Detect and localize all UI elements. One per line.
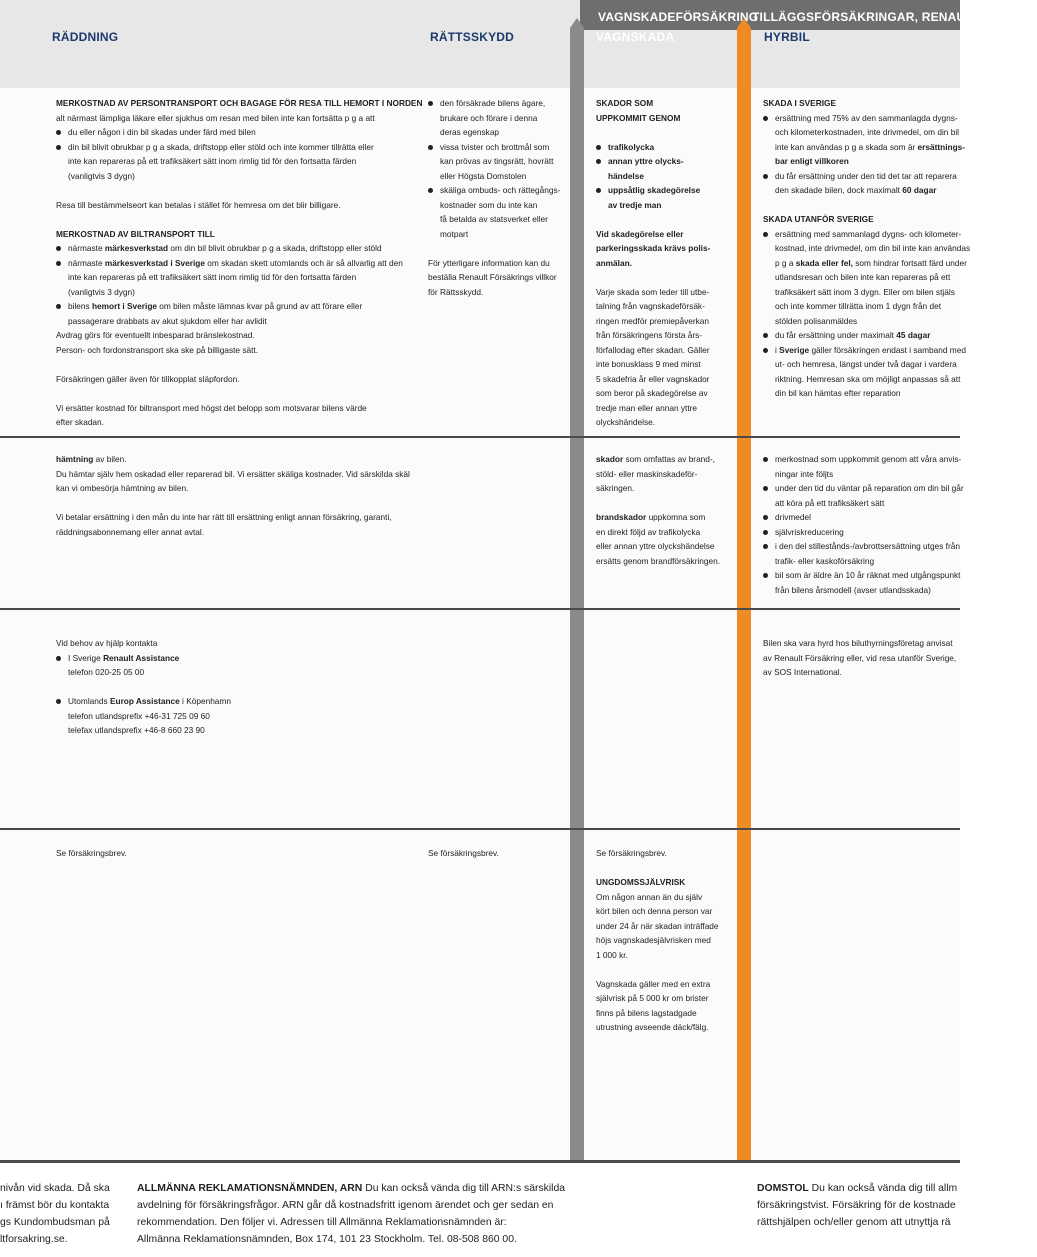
text-line: Avdrag görs för eventuellt inbesparad bränslekostnad.	[56, 330, 255, 340]
bottom-left-text	[0, 1180, 110, 1248]
text-line: och inte kommer tillrätta inom 1 dygn från det	[775, 301, 942, 311]
bullet-item: självriskreducering	[763, 525, 964, 540]
text-line: riktning. Hemresan ska om möjligt anpassas så att	[775, 373, 961, 384]
bullet-item: bilens hemort i Sverige om bilen måste lämnas kvar på grund av att förare eller	[56, 299, 422, 314]
text-line: Du hämtar själv hem oskadad eller reparerad bil. Vi ersätter skäliga kostnader. Vid särskilda skäl	[56, 468, 410, 479]
bullet-item: annan yttre olycks-	[596, 154, 710, 169]
header-rattsskydd: RÄTTSSKYDD	[430, 30, 515, 44]
text-line: 1 000 kr.	[596, 949, 628, 960]
text-line: höjs vagnskadesjälvrisken med	[596, 935, 711, 945]
text-line: utlandsresan och bilen inte kan repareras på ett	[775, 272, 951, 282]
text-line: inte kan repareras på ett trafiksäkert sätt inom rimlig tid för den fortsatta färden	[68, 272, 357, 282]
text-line: under 24 år när skadan inträffade	[596, 920, 719, 931]
text-line: av tredje man	[608, 199, 662, 210]
bullet-item: du får ersättning under den tid det tar att reparera	[763, 169, 970, 184]
text-line: eller annan yttre olyckshändelse	[596, 541, 715, 551]
text-line: kostnad, inte drivmedel, om din bil inte kan användas	[775, 243, 971, 253]
text-line: din bil kan hämtas efter reparation	[775, 388, 901, 398]
text-line: nivån vid skada. Då ska	[0, 1183, 110, 1194]
gray-arrow-icon	[570, 18, 584, 28]
text-line: ı främst bör du kontakta	[0, 1200, 110, 1211]
text-line: avdelning för försäkringsfrågor. ARN går då kostnadsfritt igenom ärendet och ger sedan en	[137, 1200, 554, 1211]
text-line: brukare och förare i denna	[440, 112, 538, 123]
text-line: för Rättsskydd.	[428, 286, 484, 297]
text-line: och kilometerkostnaden, inte drivmedel, om din bil	[775, 127, 960, 137]
row-separator-4	[0, 1160, 960, 1163]
vagnskada-row4	[596, 846, 719, 1035]
text-line: av Renault Försäkring eller, vid resa utanför Sverige,	[763, 652, 957, 663]
bullet-item: skäliga ombuds- och rättegångs-	[428, 183, 560, 198]
row-separator-2	[0, 608, 960, 610]
text-line: stöld- eller maskinskadeför-	[596, 468, 698, 479]
header-vagnskada: VAGNSKADA	[596, 30, 675, 44]
text-line: ningar inte följts	[775, 468, 834, 479]
text-line: en direkt följd av trafikolycka	[596, 526, 701, 537]
text-line: passagerare drabbats av akut sjukdom eller har avlidit	[68, 315, 267, 326]
heading-ungdomssjalvrisk: UNGDOMSSJÄLVRISK	[596, 877, 686, 887]
hyrbil-row3	[763, 636, 956, 680]
raddning-row4: Se försäkringsbrev.	[56, 848, 127, 858]
text-line: trafiksäkert sätt inom 3 dygn. Eller om bilen stjäls	[775, 286, 955, 297]
text-line: Se försäkringsbrev.	[596, 848, 667, 858]
text-line: ltforsakring.se.	[0, 1234, 68, 1245]
text-line: bar enligt villkoren	[775, 156, 849, 166]
raddning-row3	[56, 636, 231, 738]
bottom-domstol-text	[757, 1180, 957, 1231]
header-hyrbil: HYRBIL	[764, 30, 810, 44]
text-line: självrisk på 5 000 kr om brister	[596, 993, 709, 1003]
bottom-arn-text	[137, 1180, 565, 1248]
text-line: från bilens årsmodell (avser utlandsskada)	[775, 584, 931, 595]
text-line: kostnader som du inte kan	[440, 199, 538, 210]
header-tillaggsforsakringar: TILLÄGGSFÖRSÄKRINGAR, RENAULT TILLÄGG	[752, 10, 1037, 24]
text-line: händelse	[608, 170, 644, 181]
bullet-item: under den tid du väntar på reparation om din bil går	[763, 481, 964, 496]
heading-uppkommit-genom: UPPKOMMIT GENOM	[596, 112, 681, 123]
text-line: av SOS International.	[763, 667, 842, 677]
text-line: säkringen.	[596, 483, 635, 493]
heading-skador-som: SKADOR SOM	[596, 98, 654, 108]
text-line: Allmänna Reklamationsnämnden, Box 174, 101 23 Stockholm. Tel. 08-508 860 00.	[137, 1234, 517, 1245]
text-line: Bilen ska vara hyrd hos biluthyrningsföretag anvisat	[763, 638, 953, 648]
text-line: räddningsabonnemang eller annat avtal.	[56, 526, 205, 537]
text-line: anmälan.	[596, 257, 632, 268]
text-line: Resa till bestämmelseort kan betalas i stället för hemresa om det blir billigare.	[56, 199, 341, 210]
text-line: Försäkringen gäller även för tillkopplat släpfordon.	[56, 373, 240, 384]
text-line: olyckshändelse.	[596, 417, 656, 427]
text-line: eller Högsta Domstolen	[440, 170, 527, 181]
bullet-item: Utomlands Europ Assistance i Köpenhamn	[56, 694, 231, 709]
text-line: rekommendation. Den följer vi. Adressen till Allmänna Reklamationsnämnden är:	[137, 1217, 507, 1228]
text-line: kan prövas av tingsrätt, hovrätt	[440, 156, 554, 166]
heading-biltransport: MERKOSTNAD AV BILTRANSPORT TILL	[56, 228, 215, 239]
text-line: finns på bilens lagstadgade	[596, 1007, 697, 1018]
text-line: telefon 020-25 05 00	[68, 667, 145, 677]
raddning-row1	[56, 96, 422, 430]
vagnskada-row1	[596, 96, 710, 430]
row-separator-3	[0, 828, 960, 830]
header-raddning: RÄDDNING	[52, 30, 119, 44]
text-line: (vanligtvis 3 dygn)	[68, 170, 135, 181]
vagnskada-row2	[596, 452, 720, 568]
text-line: inte kan repareras på ett trafiksäkert sätt inom rimlig tid för den fortsatta färden	[68, 156, 357, 166]
heading-skada-i-sverige: SKADA I SVERIGE	[763, 98, 836, 108]
text-line: Varje skada som leder till utbe-	[596, 286, 710, 297]
text-line: För ytterligare information kan du	[428, 257, 550, 268]
bullet-item: I Sverige Renault Assistance	[56, 651, 231, 666]
text-line: telefon utlandsprefix +46-31 725 09 60	[68, 710, 210, 721]
bullet-item: närmaste märkesverkstad om din bil blivit obrukbar p g a skada, driftstopp eller stöld	[56, 241, 422, 256]
text-line: tredje man eller annan yttre	[596, 402, 698, 413]
text-line: inte bonusklass 9 med minst	[596, 359, 701, 369]
bullet-item: ersättning med sammanlagd dygns- och kilometer-	[763, 227, 970, 242]
bullet-item: drivmedel	[763, 510, 964, 525]
text-line: efter skadan.	[56, 417, 104, 427]
text-line: försäkringstvist. Försäkring för de kostnade	[757, 1200, 956, 1211]
text-line: Vi betalar ersättning i den mån du inte har rätt till ersättning enligt annan försäkring, garanti,	[56, 512, 392, 522]
text-line: den skadade bilen, dock maximalt 60 dagar	[775, 185, 937, 195]
bullet-item: närmaste märkesverkstad i Sverige om skadan skett utomlands och är så allvarlig att den	[56, 256, 422, 271]
text-line: rättshjälpen och/eller genom att utnyttja rä	[757, 1217, 951, 1228]
bullet-item: vissa tvister och brottmål som	[428, 140, 560, 155]
bullet-item: uppsåtlig skadegörelse	[596, 183, 710, 198]
text-line: talning från vagnskadeförsäk-	[596, 301, 705, 311]
text-line: 5 skadefria år eller vagnskador	[596, 373, 710, 384]
text-line: parkeringsskada krävs polis-	[596, 243, 711, 253]
text-line: DOMSTOL Du kan också vända dig till allm	[757, 1183, 958, 1194]
orange-arrow-icon	[737, 18, 751, 28]
text-line: att köra på ett trafiksäkert sätt	[775, 497, 885, 508]
bullet-item: du får ersättning under maximalt 45 dagar	[763, 328, 970, 343]
bullet-item: bil som är äldre än 10 år räknat med utgångspunkt	[763, 568, 964, 583]
bullet-item: merkostnad som uppkommit genom att våra anvis-	[763, 452, 964, 467]
text-line: alt närmast lämpliga läkare eller sjukhus om resan med bilen inte kan fortsätta p g a att	[56, 112, 375, 123]
text-line: skador som omfattas av brand-,	[596, 454, 715, 464]
text-line: ALLMÄNNA REKLAMATIONSNÄMNDEN, ARN Du kan också vända dig till ARN:s särskilda	[137, 1183, 566, 1194]
bullet-item: trafikolycka	[596, 140, 710, 155]
heading-persontransport: MERKOSTNAD AV PERSONTRANSPORT OCH BAGAGE FÖR RESA TILL HEMORT I NORDEN	[56, 98, 423, 108]
bullet-item: din bil blivit obrukbar p g a skada, driftstopp eller stöld och inte kommer tillrätta eller	[56, 140, 422, 155]
bullet-item: ersättning med 75% av den sammanlagda dygns-	[763, 111, 970, 126]
text-line: utrustning avseende däck/fälg.	[596, 1022, 709, 1032]
text-line: Person- och fordonstransport ska ske på billigaste sätt.	[56, 344, 258, 355]
text-line: beställa Renault Försäkrings villkor	[428, 272, 557, 282]
text-line: trafik- eller kaskoförsäkring	[775, 555, 875, 566]
text-line: ersätts genom brandförsäkringen.	[596, 555, 721, 566]
row-separator-1	[0, 436, 960, 438]
row-4-background	[0, 830, 960, 1160]
gray-column-stripe	[570, 28, 584, 1162]
rattsskydd-row1	[428, 96, 560, 299]
text-line: kan vi ombesörja hämtning av bilen.	[56, 483, 189, 493]
text-line: Om någon annan än du själv	[596, 891, 703, 902]
text-line: förfallodag efter skadan. Gäller	[596, 344, 710, 355]
text-line: som beror på skadegörelse av	[596, 388, 708, 398]
text-line: inte kan användas p g a skada som är ersättnings-	[775, 141, 966, 152]
text-line: brandskador uppkomna som	[596, 512, 706, 522]
text-line: få betalda av statsverket eller	[440, 214, 548, 224]
text-line: ringen medför premiepåverkan	[596, 315, 709, 326]
header-vagnskadeforsakring: VAGNSKADEFÖRSÄKRING	[598, 10, 759, 24]
rattsskydd-row4: Se försäkringsbrev.	[428, 848, 499, 858]
text-line: Vid skadegörelse eller	[596, 228, 684, 239]
text-line: telefax utlandsprefix +46-8 660 23 90	[68, 725, 205, 735]
bullet-item: i Sverige gäller försäkringen endast i samband med	[763, 343, 970, 358]
text-line: Vid behov av hjälp kontakta	[56, 638, 158, 648]
text-line: Vi ersätter kostnad för biltransport med högst det belopp som motsvarar bilens värde	[56, 402, 367, 413]
text-line: motpart	[440, 228, 469, 239]
text-line: (vanligtvis 3 dygn)	[68, 286, 135, 297]
heading-skada-utanfor-sverige: SKADA UTANFÖR SVERIGE	[763, 214, 874, 224]
text-line: hämtning av bilen.	[56, 454, 127, 464]
text-line: kört bilen och denna person var	[596, 906, 713, 916]
orange-column-stripe	[737, 28, 751, 1162]
text-line: ut- och hemresa, längst under två dagar i vardera	[775, 359, 957, 369]
text-line: Vagnskada gäller med en extra	[596, 978, 711, 989]
bullet-item: i den del stillestånds-/avbrottsersättning utges från	[763, 539, 964, 554]
raddning-row2	[56, 452, 410, 539]
hyrbil-row1	[763, 96, 970, 401]
bullet-item: den försäkrade bilens ägare,	[428, 96, 560, 111]
text-line: stölden polisanmäldes	[775, 315, 858, 326]
text-line: p g a skada eller fel, som hindrar fortsatt färd under	[775, 257, 967, 268]
text-line: deras egenskap	[440, 127, 500, 137]
bullet-item: du eller någon i din bil skadas under färd med bilen	[56, 125, 422, 140]
text-line: från försäkringens första års-	[596, 330, 703, 340]
hyrbil-row2	[763, 452, 964, 597]
text-line: gs Kundombudsman på	[0, 1217, 110, 1228]
